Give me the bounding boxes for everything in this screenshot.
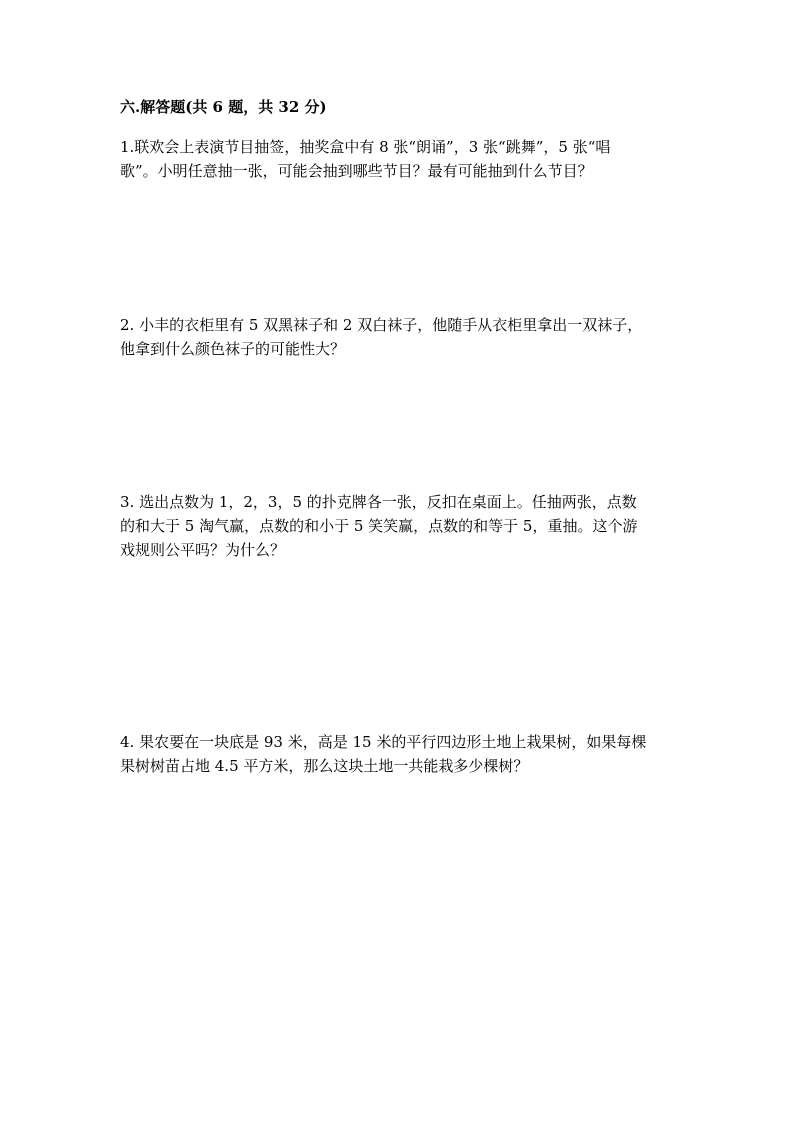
- question-2-line-1: 2. 小丰的衣柜里有 5 双黑袜子和 2 双白袜子，他随手从衣柜里拿出一双袜子，: [120, 316, 643, 334]
- question-1-line-2: 歌”。小明任意抽一张，可能会抽到哪些节目？最有可能抽到什么节目？: [120, 162, 593, 180]
- question-2: [120, 313, 680, 361]
- question-4-line-2: 果树树苗占地 4.5 平方米，那么这块土地一共能栽多少棵树？: [120, 757, 529, 775]
- question-3: [120, 490, 680, 562]
- question-1-line-1: 1.联欢会上表演节目抽签，抽奖盒中有 8 张“朗诵”，3 张“跳舞”，5 张“唱: [120, 138, 611, 156]
- question-1: [120, 135, 680, 183]
- question-4-line-1: 4. 果农要在一块底是 93 米，高是 15 米的平行四边形土地上栽果树，如果每棵: [120, 733, 647, 751]
- question-4: [120, 730, 680, 778]
- section-title: 六.解答题(共 6 题，共 32 分): [120, 98, 327, 116]
- question-3-line-1: 3. 选出点数为 1，2，3，5 的扑克牌各一张，反扣在桌面上。任抽两张，点数: [120, 493, 637, 511]
- question-2-line-2: 他拿到什么颜色袜子的可能性大？: [120, 340, 346, 358]
- question-3-line-2: 的和大于 5 淘气赢，点数的和小于 5 笑笑赢，点数的和等于 5，重抽。这个游: [120, 517, 638, 535]
- question-3-line-3: 戏规则公平吗？为什么？: [120, 541, 286, 559]
